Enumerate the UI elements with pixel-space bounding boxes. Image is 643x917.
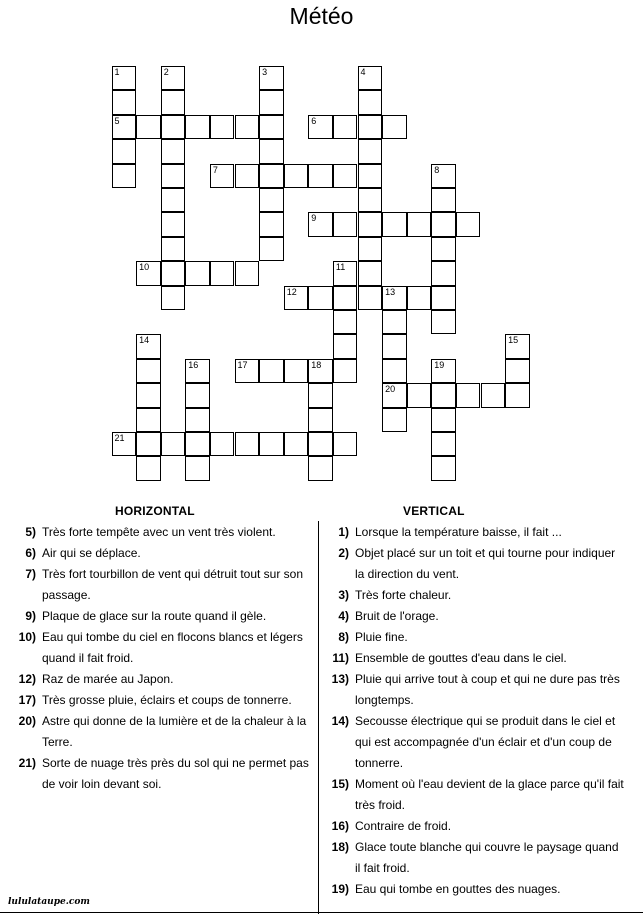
crossword-cell[interactable] <box>407 286 432 310</box>
crossword-cell[interactable] <box>136 115 161 139</box>
crossword-cell[interactable] <box>112 432 137 456</box>
crossword-cell[interactable] <box>210 115 235 139</box>
crossword-cell[interactable] <box>456 383 481 407</box>
crossword-cell[interactable] <box>112 139 137 163</box>
crossword-cell[interactable] <box>333 334 358 358</box>
clue-vertical: 16) Contraire de froid. <box>331 819 452 833</box>
crossword-cell[interactable] <box>308 212 333 236</box>
clue-vertical: 15) Moment où l'eau devient de la glace parce qu'il fait très froid. <box>331 777 624 812</box>
cell-number: 8 <box>434 164 440 175</box>
crossword-cell[interactable] <box>259 139 284 163</box>
clue-vertical: 1) Lorsque la température baisse, il fait ... <box>338 525 562 539</box>
crossword-cell[interactable] <box>259 164 284 188</box>
clue-vertical: 19) Eau qui tombe en gouttes des nuages. <box>331 882 561 896</box>
crossword-cell[interactable] <box>456 212 481 236</box>
horizontal-clues <box>0 522 310 795</box>
cell-number: 17 <box>237 359 248 370</box>
crossword-cell[interactable] <box>161 115 186 139</box>
cell-number: 18 <box>311 359 322 370</box>
crossword-cell[interactable] <box>308 164 333 188</box>
crossword-cell[interactable] <box>185 383 210 407</box>
crossword-cell[interactable] <box>382 359 407 383</box>
crossword-cell[interactable] <box>407 383 432 407</box>
cell-number: 16 <box>188 359 199 370</box>
crossword-cell[interactable] <box>259 212 284 236</box>
crossword-cell[interactable] <box>382 408 407 432</box>
clue-vertical: 18) Glace toute blanche qui couvre le paysage quand il fait froid. <box>331 840 619 875</box>
clue-vertical: 14) Secousse électrique qui se produit dans le ciel et qui est accompagnée d'un éclair et d'un coup de tonnerre. <box>331 714 616 770</box>
cell-number: 20 <box>385 384 396 395</box>
crossword-cell[interactable] <box>358 237 383 261</box>
crossword-cell[interactable] <box>431 261 456 285</box>
clue-horizontal: 17) Très grosse pluie, éclairs et coups de tonnerre. <box>18 693 292 707</box>
crossword-cell[interactable] <box>431 164 456 188</box>
clue-vertical: 13) Pluie qui arrive tout à coup et qui ne dure pas très longtemps. <box>331 672 620 707</box>
crossword-cell[interactable] <box>112 90 137 114</box>
cell-number: 14 <box>139 335 150 346</box>
crossword-cell[interactable] <box>333 115 358 139</box>
crossword-cell[interactable] <box>505 359 530 383</box>
crossword-cell[interactable] <box>431 310 456 334</box>
crossword-cell[interactable] <box>358 188 383 212</box>
crossword-cell[interactable] <box>481 383 506 407</box>
crossword-cell[interactable] <box>161 66 186 90</box>
crossword-cell[interactable] <box>308 115 333 139</box>
crossword-cell[interactable] <box>333 261 358 285</box>
clue-horizontal: 21) Sorte de nuage très près du sol qui ne permet pas de voir loin devant soi. <box>18 756 309 791</box>
footer-credit: lululataupe.com <box>8 897 90 907</box>
crossword-cell[interactable] <box>112 164 137 188</box>
clue-vertical: 4) Bruit de l'orage. <box>338 609 439 623</box>
cell-number: 3 <box>262 67 268 77</box>
clue-horizontal: 5) Très forte tempête avec un vent très violent. <box>25 525 276 539</box>
crossword-cell[interactable] <box>431 456 456 480</box>
crossword-cell[interactable] <box>431 359 456 383</box>
crossword-cell[interactable] <box>161 212 186 236</box>
vertical-clues <box>313 522 627 900</box>
cell-number: 4 <box>360 67 366 77</box>
cell-number: 6 <box>311 115 317 126</box>
crossword-cell[interactable] <box>136 334 161 358</box>
crossword-cell[interactable] <box>308 456 333 480</box>
clue-horizontal: 12) Raz de marée au Japon. <box>18 672 174 686</box>
crossword-cell[interactable] <box>161 139 186 163</box>
crossword-cell[interactable] <box>259 188 284 212</box>
crossword-cell[interactable] <box>333 212 358 236</box>
crossword-cell[interactable] <box>112 66 137 90</box>
crossword-cell[interactable] <box>308 359 333 383</box>
cell-number: 11 <box>335 262 346 273</box>
crossword-cell[interactable] <box>431 432 456 456</box>
crossword-cell[interactable] <box>235 164 260 188</box>
crossword-cell[interactable] <box>136 261 161 285</box>
crossword-cell[interactable] <box>358 66 383 90</box>
crossword-cell[interactable] <box>136 383 161 407</box>
crossword-cell[interactable] <box>136 432 161 456</box>
crossword-cell[interactable] <box>382 212 407 236</box>
crossword-cell[interactable] <box>185 408 210 432</box>
crossword-cell[interactable] <box>382 310 407 334</box>
crossword-cell[interactable] <box>259 359 284 383</box>
crossword-cell[interactable] <box>210 261 235 285</box>
cell-number: 7 <box>212 164 218 175</box>
crossword-cell[interactable] <box>358 139 383 163</box>
cell-number: 2 <box>163 67 169 77</box>
crossword-cell[interactable] <box>210 164 235 188</box>
crossword-cell[interactable] <box>161 432 186 456</box>
clue-horizontal: 10) Eau qui tombe du ciel en flocons blancs et légers quand il fait froid. <box>18 630 303 665</box>
crossword-cell[interactable] <box>505 383 530 407</box>
crossword-cell[interactable] <box>333 286 358 310</box>
crossword-cell[interactable] <box>382 334 407 358</box>
crossword-cell[interactable] <box>431 188 456 212</box>
crossword-cell[interactable] <box>382 286 407 310</box>
crossword-cell[interactable] <box>161 261 186 285</box>
crossword-cell[interactable] <box>161 237 186 261</box>
crossword-cell[interactable] <box>161 90 186 114</box>
crossword-cell[interactable] <box>161 286 186 310</box>
crossword-cell[interactable] <box>333 359 358 383</box>
crossword-cell[interactable] <box>382 115 407 139</box>
crossword-cell[interactable] <box>431 383 456 407</box>
crossword-cell[interactable] <box>235 359 260 383</box>
cell-number: 12 <box>286 286 297 297</box>
crossword-cell[interactable] <box>161 188 186 212</box>
crossword-cell[interactable] <box>210 432 235 456</box>
crossword-cell[interactable] <box>358 90 383 114</box>
cell-number: 21 <box>114 433 125 443</box>
crossword-cell[interactable] <box>185 115 210 139</box>
horizontal-heading: HORIZONTAL <box>115 504 195 518</box>
clue-horizontal: 6) Air qui se déplace. <box>25 546 141 560</box>
clue-vertical: 11) Ensemble de gouttes d'eau dans le ciel. <box>332 651 567 665</box>
cell-number: 19 <box>434 359 445 370</box>
clue-vertical: 3) Très forte chaleur. <box>338 588 452 602</box>
cell-number: 1 <box>114 67 120 77</box>
crossword-cell[interactable] <box>358 212 383 236</box>
crossword-cell[interactable] <box>259 90 284 114</box>
cell-number: 13 <box>385 286 396 297</box>
cell-number: 5 <box>114 115 120 126</box>
crossword-cell[interactable] <box>259 66 284 90</box>
crossword-cell[interactable] <box>308 432 333 456</box>
crossword-cell[interactable] <box>431 286 456 310</box>
crossword-cell[interactable] <box>136 408 161 432</box>
cell-number: 15 <box>508 335 519 346</box>
crossword-cell[interactable] <box>308 408 333 432</box>
crossword-cell[interactable] <box>185 432 210 456</box>
crossword-cell[interactable] <box>358 261 383 285</box>
crossword-cell[interactable] <box>235 432 260 456</box>
crossword-cell[interactable] <box>235 261 260 285</box>
crossword-cell[interactable] <box>259 115 284 139</box>
crossword-cell[interactable] <box>136 359 161 383</box>
crossword-cell[interactable] <box>284 286 309 310</box>
cell-number: 10 <box>139 262 150 273</box>
crossword-cell[interactable] <box>161 164 186 188</box>
crossword-cell[interactable] <box>431 408 456 432</box>
crossword-cell[interactable] <box>185 359 210 383</box>
crossword-cell[interactable] <box>505 334 530 358</box>
crossword-cell[interactable] <box>308 383 333 407</box>
crossword-cell[interactable] <box>235 115 260 139</box>
crossword-cell[interactable] <box>284 432 309 456</box>
crossword-cell[interactable] <box>358 286 383 310</box>
crossword-cell[interactable] <box>112 115 137 139</box>
crossword-cell[interactable] <box>358 164 383 188</box>
crossword-cell[interactable] <box>431 237 456 261</box>
crossword-cell[interactable] <box>185 456 210 480</box>
crossword-cell[interactable] <box>259 432 284 456</box>
crossword-cell[interactable] <box>382 383 407 407</box>
bottom-rule <box>0 912 643 913</box>
clue-horizontal: 7) Très fort tourbillon de vent qui détruit tout sur son passage. <box>25 567 304 602</box>
crossword-cell[interactable] <box>284 164 309 188</box>
cell-number: 9 <box>311 213 317 224</box>
clue-horizontal: 9) Plaque de glace sur la route quand il gèle. <box>25 609 267 623</box>
crossword-cell[interactable] <box>308 286 333 310</box>
vertical-heading: VERTICAL <box>403 504 465 518</box>
crossword-cell[interactable] <box>333 310 358 334</box>
crossword-cell[interactable] <box>407 212 432 236</box>
crossword-cell[interactable] <box>333 432 358 456</box>
clue-vertical: 8) Pluie fine. <box>338 630 408 644</box>
page-title: Météo <box>289 3 354 29</box>
crossword-cell[interactable] <box>431 212 456 236</box>
clue-horizontal: 20) Astre qui donne de la lumière et de la chaleur à la Terre. <box>18 714 307 749</box>
clue-vertical: 2) Objet placé sur un toit et qui tourne pour indiquer la direction du vent. <box>338 546 616 581</box>
crossword-cell[interactable] <box>185 261 210 285</box>
crossword-cell[interactable] <box>136 456 161 480</box>
crossword-cell[interactable] <box>284 359 309 383</box>
crossword-cell[interactable] <box>259 237 284 261</box>
crossword-cell[interactable] <box>333 164 358 188</box>
crossword-cell[interactable] <box>358 115 383 139</box>
